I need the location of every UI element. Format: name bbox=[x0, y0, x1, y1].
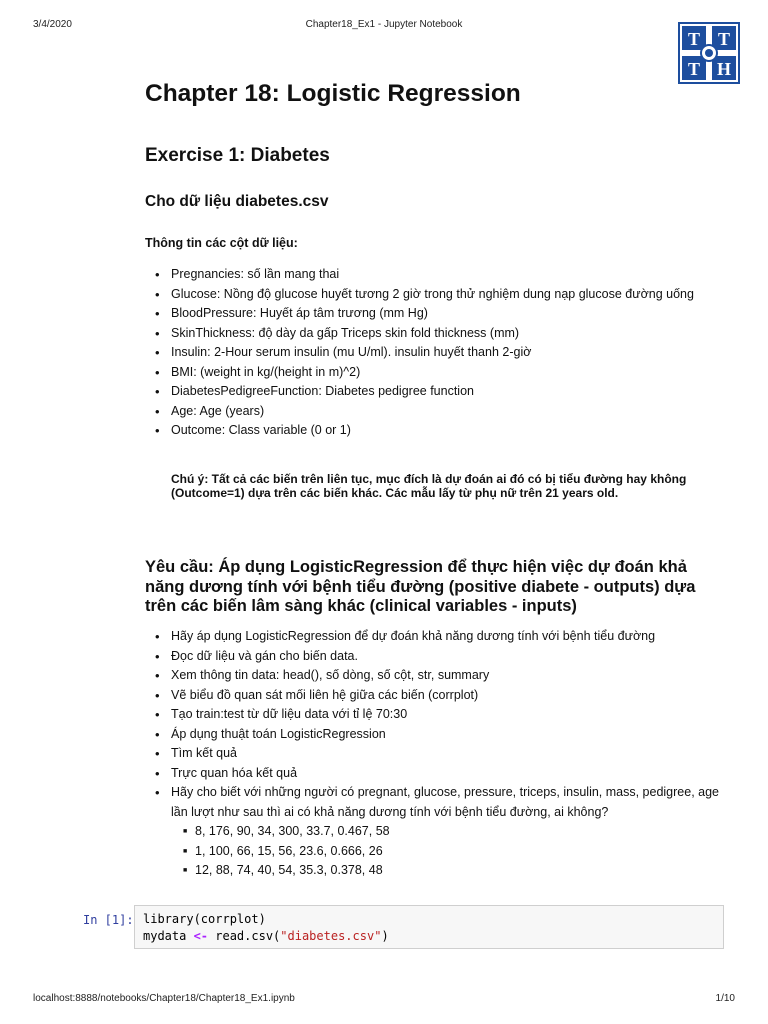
code-line bbox=[143, 911, 715, 928]
list-item: • DiabetesPedigreeFunction: Diabetes pedigree function bbox=[155, 382, 720, 402]
requirements-list bbox=[155, 627, 720, 881]
list-item: • Vẽ biểu đồ quan sát mối liên hệ giữa các biến (corrplot) bbox=[155, 686, 720, 706]
list-item: • Pregnancies: số lần mang thai bbox=[155, 265, 720, 285]
sample-item: ■ 8, 176, 90, 34, 300, 33.7, 0.467, 58 bbox=[183, 822, 720, 842]
print-page-title: Chapter18_Ex1 - Jupyter Notebook bbox=[305, 19, 463, 30]
list-item: • Tìm kết quả bbox=[155, 744, 720, 764]
code-text: ) bbox=[381, 929, 389, 943]
svg-text:T: T bbox=[687, 59, 701, 79]
tt-th-logo-icon bbox=[678, 22, 740, 84]
requirement-heading: Yêu cầu: Áp dụng LogisticRegression để thực hiện việc dự đoán khả năng dương tính với bệnh tiểu đường (positive diabete - outputs) dựa trên các biến lâm sàng khác (clinical variables - inputs) bbox=[145, 558, 696, 615]
list-item bbox=[155, 783, 720, 881]
svg-text:H: H bbox=[716, 59, 732, 79]
list-item: • Hãy áp dụng LogisticRegression để dự đoán khả năng dương tính với bệnh tiểu đường bbox=[155, 627, 720, 647]
exercise-heading: Exercise 1: Diabetes bbox=[145, 145, 330, 166]
samples-list bbox=[183, 822, 720, 881]
sample-item: ■ 12, 88, 74, 40, 54, 35.3, 0.378, 48 bbox=[183, 861, 720, 881]
columns-list bbox=[155, 265, 720, 441]
svg-text:T: T bbox=[717, 29, 731, 49]
list-item: • Insulin: 2-Hour serum insulin (mu U/ml). insulin huyết thanh 2-giờ bbox=[155, 343, 720, 363]
note-paragraph: Chú ý: Tất cả các biến trên liên tục, mục đích là dự đoán ai đó có bị tiểu đường hay không (Outcome=1) dựa trên các biến khác. Các mẫu lấy từ phụ nữ trên 21 years old. bbox=[171, 472, 687, 500]
page-number: 1/10 bbox=[715, 993, 735, 1004]
list-item: • Outcome: Class variable (0 or 1) bbox=[155, 421, 720, 441]
list-item: • Tạo train:test từ dữ liệu data với tỉ lệ 70:30 bbox=[155, 705, 720, 725]
columns-info-label: Thông tin các cột dữ liệu: bbox=[145, 236, 298, 250]
code-text: mydata bbox=[143, 929, 194, 943]
sample-item: ■ 1, 100, 66, 15, 56, 23.6, 0.666, 26 bbox=[183, 842, 720, 862]
print-url: localhost:8888/notebooks/Chapter18/Chapter18_Ex1.ipynb bbox=[33, 993, 295, 1004]
list-item: • SkinThickness: độ dày da gấp Triceps skin fold thickness (mm) bbox=[155, 324, 720, 344]
cell-prompt: In [1]: bbox=[83, 913, 134, 927]
code-line bbox=[143, 928, 715, 945]
code-string: "diabetes.csv" bbox=[280, 929, 382, 943]
list-item: • Age: Age (years) bbox=[155, 402, 720, 422]
list-item: • Xem thông tin data: head(), số dòng, số cột, str, summary bbox=[155, 666, 720, 686]
svg-text:T: T bbox=[687, 29, 701, 49]
list-item: • Áp dụng thuật toán LogisticRegression bbox=[155, 725, 720, 745]
list-item: • Trực quan hóa kết quả bbox=[155, 764, 720, 784]
list-item: • BMI: (weight in kg/(height in m)^2) bbox=[155, 363, 720, 383]
list-item: • Đọc dữ liệu và gán cho biến data. bbox=[155, 647, 720, 667]
list-item: • BloodPressure: Huyết áp tâm trương (mm Hg) bbox=[155, 304, 720, 324]
notebook-title: Chapter 18: Logistic Regression bbox=[145, 80, 521, 107]
code-text: read.csv( bbox=[208, 929, 281, 943]
code-text: library(corrplot) bbox=[143, 912, 266, 926]
code-cell[interactable] bbox=[134, 905, 724, 949]
dataset-heading: Cho dữ liệu diabetes.csv bbox=[145, 193, 329, 210]
list-item: • Glucose: Nồng độ glucose huyết tương 2 giờ trong thử nghiệm dung nạp glucose đường uống bbox=[155, 285, 720, 305]
print-date: 3/4/2020 bbox=[33, 19, 72, 30]
list-item-text: Hãy cho biết với những người có pregnant, glucose, pressure, triceps, insulin, mass, pedigree, age lần lượt như sau thì ai có khả năng dương tính với bệnh tiểu đường, ai không? bbox=[171, 785, 720, 819]
code-operator: <- bbox=[193, 929, 209, 943]
